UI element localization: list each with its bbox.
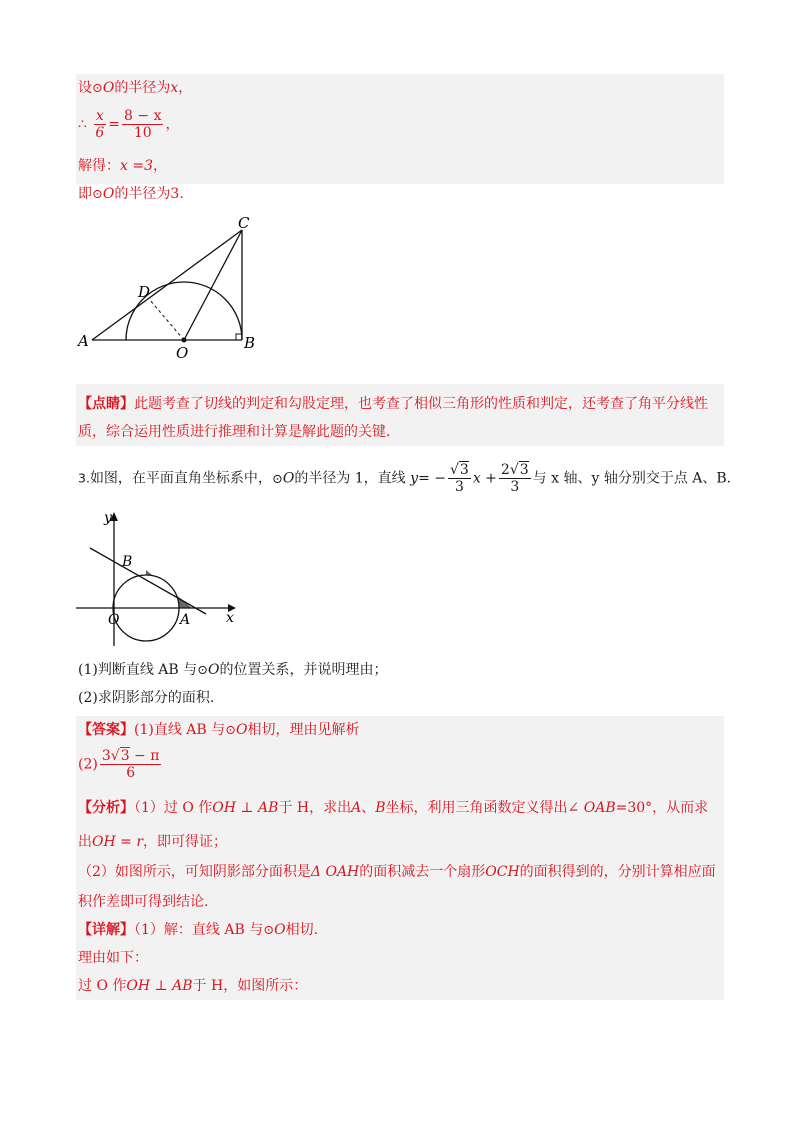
problem-3-statement [78, 462, 731, 495]
label-o: O [176, 344, 189, 362]
analysis-tag: 【分析】 [78, 800, 134, 816]
label-b: B [122, 554, 133, 570]
point-o: O [236, 722, 248, 738]
text: 的面积减去一个扇形 [359, 864, 486, 880]
point-b: B [375, 800, 386, 816]
text: 的面积得到的，分别计算相应面 [519, 864, 716, 880]
numerator: 8 − x [124, 108, 162, 124]
solution-line-4 [78, 184, 184, 205]
equation: x =3 [120, 158, 153, 174]
expression: OH ⊥ AB [212, 800, 279, 816]
text: 出 [78, 834, 92, 850]
denominator: 3 [510, 479, 520, 495]
analysis-line-3 [78, 862, 716, 882]
expression: OCH [485, 864, 520, 880]
point-o: O [102, 186, 115, 202]
comment-line-2 [78, 422, 390, 442]
numerator: 3 [519, 462, 529, 478]
text: (2)求阴影部分的面积. [78, 690, 215, 706]
point-o: O [282, 470, 295, 487]
text: x + [472, 470, 497, 487]
text: 与 x 轴、y 轴分别交于点 A、B. [532, 470, 732, 487]
expression: OH = r [92, 834, 144, 850]
label-a: A [180, 612, 191, 628]
text: 解得： [78, 158, 120, 174]
fraction-2sqrt3-over-3: $\frac{2√3}{3}$ [500, 462, 529, 495]
answer-block-background [76, 716, 724, 1000]
detail-line-1 [78, 920, 318, 941]
label-a: A [78, 332, 89, 350]
expression: ∠ OAB [567, 800, 616, 816]
detail-line-2 [78, 948, 148, 968]
detail-line-3 [78, 976, 307, 996]
label-d: D [138, 283, 151, 301]
answer-tag: 【答案】 [78, 722, 134, 738]
text: ， [165, 116, 180, 133]
text: 于 H，如图所示： [192, 978, 308, 994]
label-b: B [244, 334, 256, 352]
text: 的半径为 [114, 186, 171, 202]
circle-symbol: ⊙ [271, 471, 283, 487]
comment-text: 此题考查了切线的判定和勾股定理，也考查了相似三角形的性质和判定，还考查了角平分线性 [134, 396, 708, 412]
circle-symbol: ⊙ [263, 923, 275, 938]
problem-number: 3. [78, 470, 90, 486]
question-2 [78, 688, 214, 708]
text: 积作差即可得到结论. [78, 894, 209, 910]
coefficient: 2 [500, 462, 510, 478]
fraction-left [93, 108, 106, 141]
text: 过 O 作 [78, 978, 127, 994]
text: 设 [78, 80, 92, 96]
comment-tag: 【点睛】 [78, 396, 134, 412]
detail-tag: 【详解】 [78, 922, 134, 938]
value: 3 [170, 186, 180, 202]
text: (2) [78, 756, 98, 773]
text: (1)判断直线 AB 与 [78, 662, 198, 678]
text: 坐标，利用三角函数定义得出 [385, 800, 568, 816]
numerator: 3 [459, 462, 469, 478]
solution-line-3 [78, 156, 167, 176]
text: =30°，从而求 [615, 800, 709, 816]
denominator: 3 [454, 479, 464, 495]
circle-symbol: ⊙ [225, 723, 237, 738]
text: (1)直线 AB 与 [134, 722, 226, 738]
text: . [179, 186, 184, 202]
axis-label-x: x [226, 610, 234, 626]
coordinate-circle-figure [76, 508, 256, 648]
text: 相切，理由见解析 [247, 722, 360, 738]
label-c: C [238, 214, 250, 232]
comment-text: 质，综合运用性质进行推理和计算是解此题的关键. [78, 424, 391, 440]
denominator: 10 [133, 125, 152, 141]
denominator: 6 [126, 765, 136, 781]
coefficient: 3 [101, 748, 111, 764]
circle-symbol: ⊙ [92, 187, 103, 202]
fraction-right [122, 108, 163, 141]
denominator: 6 [95, 125, 105, 141]
circle-symbol: ⊙ [197, 663, 209, 678]
text: （1）过 O 作 [134, 800, 213, 816]
text: 的半径为 [114, 80, 171, 96]
text: ，即可得证； [143, 834, 228, 850]
answer-line-2 [78, 748, 163, 781]
fraction-answer-2: $\frac{3√3 - \pi}{6}$ [101, 748, 160, 781]
point-a: A [351, 800, 362, 816]
text: （2）如图所示，可知阴影部分面积是 [78, 864, 311, 880]
point-o: O [208, 662, 220, 678]
radicand: 3 [120, 748, 130, 764]
answer-line-1 [78, 720, 360, 741]
text: 、 [361, 800, 376, 816]
circle-symbol: ⊙ [92, 81, 103, 96]
text: = − [418, 470, 446, 487]
text: 的位置关系，并说明理由； [219, 662, 388, 678]
text: ， [178, 80, 193, 96]
analysis-line-2 [78, 832, 227, 852]
solution-line-2 [78, 108, 179, 141]
expression: OH ⊥ AB [126, 978, 193, 994]
text: 相切. [285, 922, 319, 938]
question-1 [78, 660, 388, 681]
variable-x: x [170, 80, 179, 96]
axis-label-y: y [104, 510, 112, 526]
expression: Δ OAH [310, 864, 360, 880]
fraction-sqrt3-over-3: $\frac{√3}{3}$ [449, 462, 469, 495]
text: ， [152, 158, 167, 174]
text: 如图，在平面直角坐标系中， [89, 470, 272, 487]
solution-line-1 [78, 78, 192, 99]
text: 于 H，求出 [278, 800, 352, 816]
point-o: O [102, 80, 115, 96]
comment-line-1 [78, 394, 708, 414]
equals-sign: = [108, 116, 121, 133]
label-o: O [108, 612, 120, 628]
text: 即 [78, 186, 92, 202]
text: 理由如下： [78, 950, 148, 966]
numerator: x [95, 108, 104, 124]
text: − π [129, 748, 160, 764]
text: 的半径为 1，直线 [294, 470, 406, 487]
point-o: O [274, 922, 286, 938]
therefore-symbol: ∴ [78, 116, 87, 133]
text: （1）解：直线 AB 与 [134, 922, 264, 938]
variable-y: y [410, 470, 419, 487]
triangle-semicircle-figure [76, 210, 276, 370]
analysis-line-4 [78, 892, 208, 912]
analysis-line-1 [78, 798, 708, 818]
